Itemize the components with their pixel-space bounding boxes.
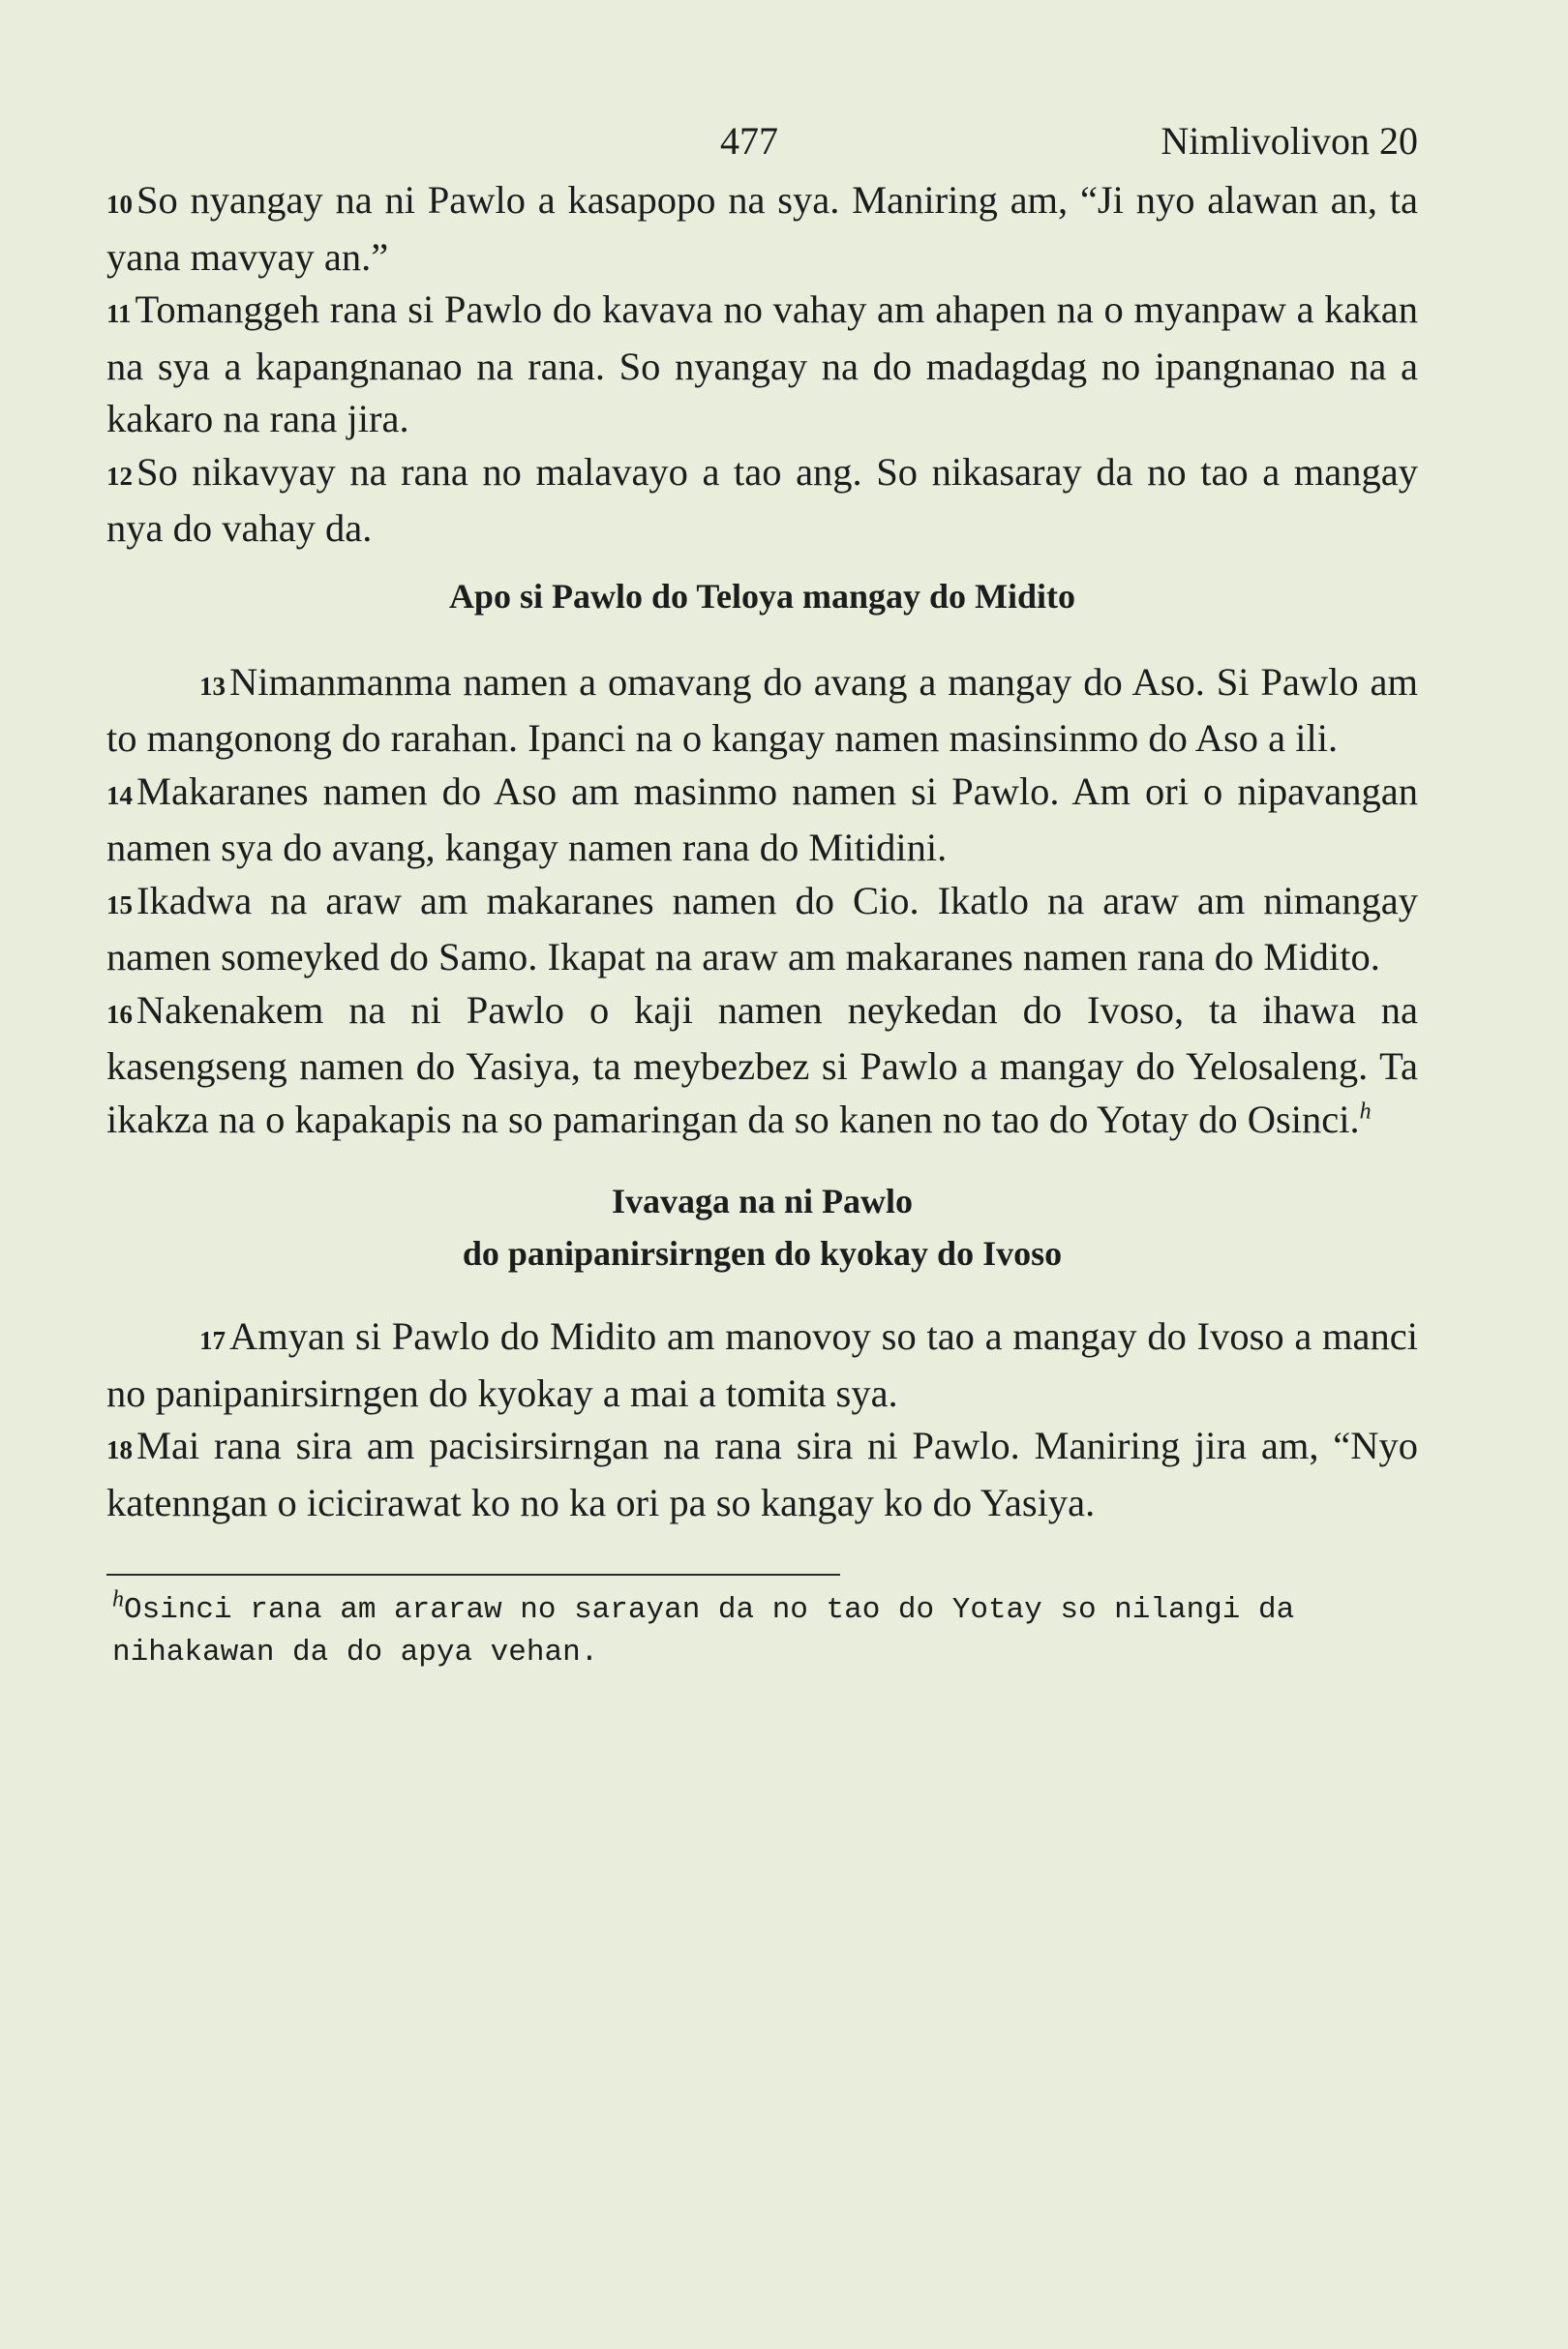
verse-text: Tomanggeh rana si Pawlo do kavava no vahay am ahapen na o myanpaw a kakan na sya a kapangnanao na rana. So nyangay na do madagdag no ipangnanao na a kakaro na rana jira.: [106, 287, 1418, 440]
verse-number: 13: [199, 671, 226, 701]
verse-paragraph: [106, 1310, 1418, 1420]
footnote-divider: [106, 1574, 840, 1576]
page-number: 477: [720, 119, 778, 163]
verse-text: So nikavyay na rana no malavayo a tao ang. So nikasaray da no tao a mangay nya do vahay da.: [106, 449, 1418, 550]
section-heading-line-2: do panipanirsirngen do kyokay do Ivoso: [462, 1234, 1063, 1273]
page: [106, 106, 1418, 1674]
verse-paragraph: [106, 446, 1418, 556]
section-heading: Apo si Pawlo do Teloya mangay do Midito: [448, 576, 1076, 616]
footnote-marker: h: [112, 1586, 124, 1612]
verse-text: Nimanmanma namen a omavang do avang a mangay do Aso. Si Pawlo am to mangonong do rarahan. Ipanci na o kangay namen masinsinmo do Aso a ili.: [106, 659, 1418, 760]
running-head: [106, 106, 1418, 174]
footnote-text: Osinci rana am araraw no sarayan da no tao do Yotay so nilangi da nihakawan da do apya vehan.: [112, 1593, 1295, 1670]
verse-text: Nakenakem na ni Pawlo o kaji namen neykedan do Ivoso, ta ihawa na kasengseng namen do Yasiya, ta meybezbez si Pawlo a mangay do Yelosaleng. Ta ikakza na o kapakapis na so pamaringan da so kanen no tao do Yotay do Osinci.: [106, 987, 1418, 1141]
verse-paragraph: [106, 656, 1418, 766]
verse-text: Amyan si Pawlo do Midito am manovoy so tao a mangay do Ivoso a manci no panipanirsirngen do kyokay a mai a tomita sya.: [106, 1314, 1418, 1415]
footnote-reference[interactable]: h: [1359, 1099, 1372, 1124]
section-heading-line-1: Ivavaga na ni Pawlo: [611, 1182, 914, 1220]
running-title: Nimlivolivon 20: [1161, 119, 1418, 163]
verse-text: Ikadwa na araw am makaranes namen do Cio. Ikatlo na araw am nimangay namen someyked do Samo. Ikapat na araw am makaranes namen rana do Midito.: [106, 878, 1418, 979]
verse-number: 11: [106, 299, 132, 328]
verse-text: Mai rana sira am pacisirsirngan na rana sira ni Pawlo. Maniring jira am, “Nyo katenngan o icicirawat ko no ka ori pa so kangay ko do Yasiya.: [106, 1424, 1418, 1524]
verse-number: 15: [106, 889, 133, 919]
verse-text: So nyangay na ni Pawlo a kasapopo na sya. Maniring am, “Ji nyo alawan an, ta yana mavyay an.”: [106, 178, 1418, 279]
verse-paragraph: [106, 875, 1418, 984]
section-heading: [106, 1175, 1418, 1280]
verse-paragraph: [106, 1420, 1418, 1529]
verse-number: 14: [106, 780, 133, 810]
verse-number: 16: [106, 999, 133, 1029]
verse-paragraph: [106, 766, 1418, 875]
verse-text: Makaranes namen do Aso am masinmo namen si Pawlo. Am ori o nipavangan namen sya do avang, kangay namen rana do Mitidini.: [106, 768, 1418, 869]
verse-paragraph: [106, 174, 1418, 284]
footnote: [106, 1586, 1418, 1674]
verse-paragraph: [106, 984, 1418, 1147]
verse-number: 12: [106, 461, 133, 491]
verse-number: 18: [106, 1435, 133, 1464]
verse-paragraph: [106, 284, 1418, 446]
verse-number: 17: [199, 1326, 226, 1355]
verse-number: 10: [106, 190, 133, 219]
